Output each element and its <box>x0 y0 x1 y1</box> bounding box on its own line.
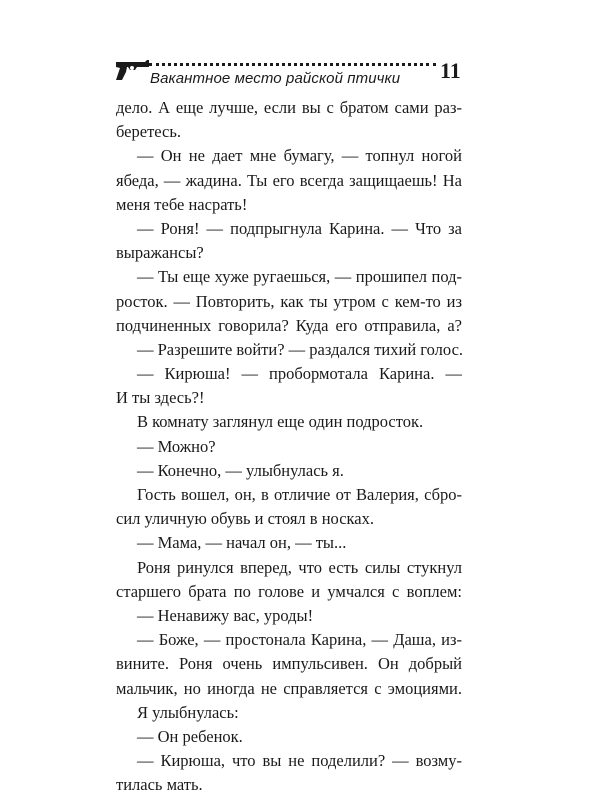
text-line: Гость вошел, он, в отличие от Валерия, сбро- <box>137 485 462 504</box>
text-line: — Ненавижу вас, уроды! <box>137 605 314 625</box>
text-line: — Он не дает мне бумагу, — топнул ногой <box>137 146 462 166</box>
text-line: дело. А еще лучше, если вы с братом сами раз- <box>116 98 462 117</box>
text-line: Роня ринулся вперед, что есть силы стукнул <box>137 557 462 577</box>
text-line: В комнату заглянул еще один подросток. <box>137 412 424 432</box>
running-title: Вакантное место райской птички <box>150 70 401 87</box>
text-line: ябеда, — жадина. Ты его всегда защищаешь! На <box>116 170 462 190</box>
page-number: 11 <box>440 58 461 83</box>
text-line: — Разрешите войти? — раздался тихий голос. <box>137 339 464 359</box>
text-line: — Ты еще хуже ругаешься, — прошипел под- <box>137 267 462 287</box>
text-line: старшего брата по голове и умчался с воплем: <box>116 581 462 601</box>
text-line: — Кирюша! — пробормотала Карина. — <box>137 364 462 384</box>
header-dotted-rule <box>149 63 436 66</box>
text-line: вините. Роня очень импульсивен. Он добрый <box>116 654 462 674</box>
text-line: беретесь. <box>116 122 181 142</box>
text-line: меня тебе насрать! <box>116 194 248 214</box>
text-line: — Боже, — простонала Карина, — Даша, из- <box>137 630 462 650</box>
body-text <box>116 96 462 797</box>
revolver-icon <box>115 58 149 82</box>
text-line: — Конечно, — улыбнулась я. <box>137 460 344 480</box>
page-header <box>0 0 600 96</box>
text-line: — Он ребенок. <box>137 726 243 746</box>
text-line: мальчик, но иногда не справляется с эмоциями. <box>116 678 462 698</box>
text-line: сил уличную обувь и стоял в носках. <box>116 509 374 529</box>
text-line: — Кирюша, что вы не поделили? — возму- <box>137 751 462 771</box>
text-line: Я улыбнулась: <box>137 702 239 722</box>
text-line: — Мама, — начал он, — ты... <box>137 533 347 553</box>
text-line: — Роня! — подпрыгнула Карина. — Что за <box>137 218 462 238</box>
text-line: подчиненных говорила? Куда его отправила, а? <box>116 315 462 335</box>
text-line: тилась мать. <box>116 775 203 795</box>
text-line: росток. — Повторить, как ты утром с кем-то из <box>116 291 462 311</box>
text-line: И ты здесь?! <box>116 388 205 408</box>
text-line: — Можно? <box>137 436 216 456</box>
text-line: выражансы? <box>116 243 204 263</box>
